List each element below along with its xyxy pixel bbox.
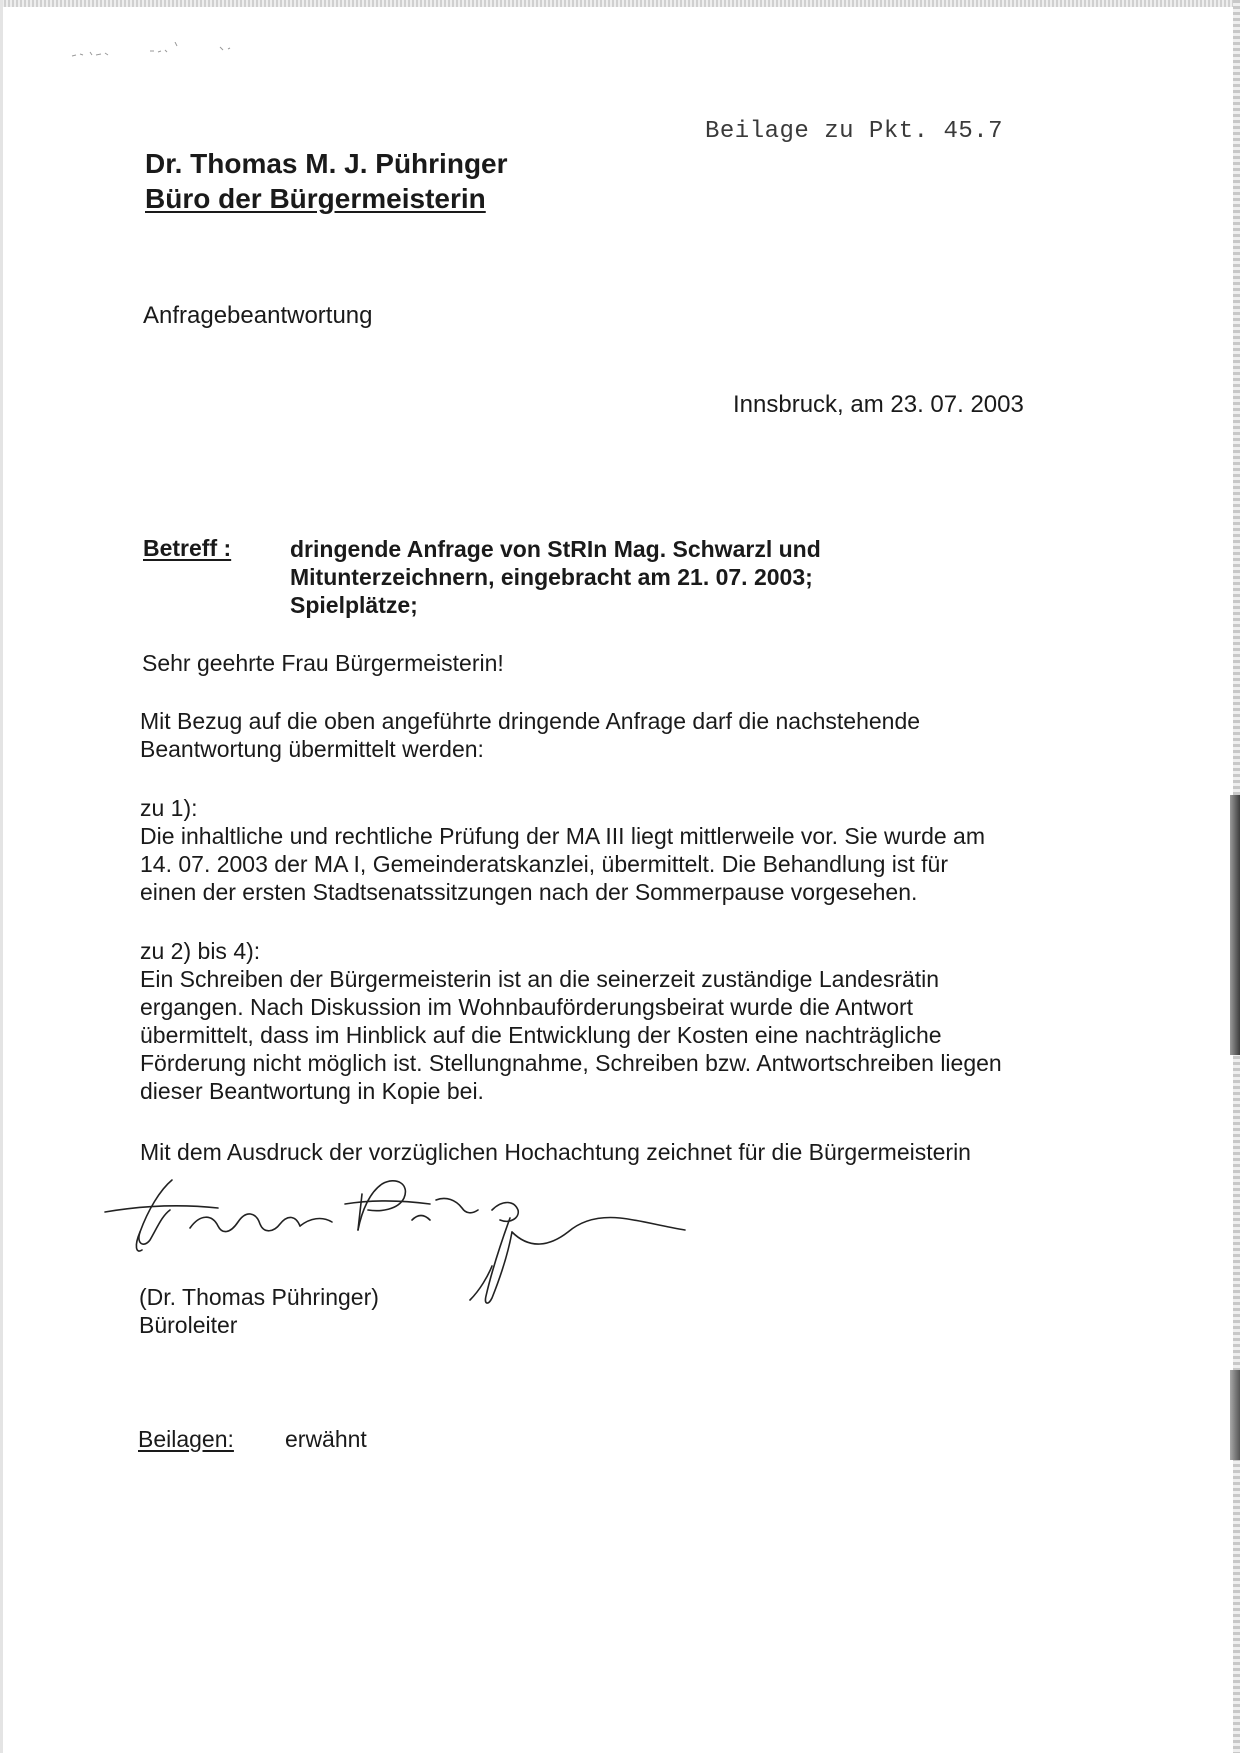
- annex-reference: Beilage zu Pkt. 45.7: [705, 118, 1004, 145]
- attachments-label: Beilagen:: [138, 1426, 234, 1452]
- closing-line: [140, 1138, 1100, 1166]
- subject-label: Betreff :: [143, 535, 232, 561]
- document-type: Anfragebeantwortung: [143, 302, 373, 329]
- paragraph-line: dieser Beantwortung in Kopie bei.: [140, 1078, 484, 1104]
- paragraph-line: einen der ersten Stadtsenatssitzungen nach der Sommerpause vorgesehen.: [140, 879, 918, 905]
- signer-title: Büroleiter: [139, 1312, 238, 1338]
- subject-text: [290, 535, 821, 619]
- paragraph-line: übermittelt, dass im Hinblick auf die Entwicklung der Kosten eine nachträgliche: [140, 1022, 942, 1048]
- scan-shadow-bar: [1230, 795, 1240, 1055]
- paragraph-line: Förderung nicht möglich ist. Stellungnahme, Schreiben bzw. Antwortschreiben liegen: [140, 1050, 1002, 1076]
- subject-line: dringende Anfrage von StRIn Mag. Schwarzl und: [290, 536, 821, 562]
- point-heading: zu 2) bis 4):: [140, 938, 261, 964]
- scan-edge-left: [0, 0, 3, 1753]
- answer-point-1: [140, 794, 1100, 906]
- paragraph-line: Mit Bezug auf die oben angeführte dringende Anfrage darf die nachstehende: [140, 708, 921, 734]
- scan-shadow-bar: [1230, 1370, 1240, 1460]
- sender-name: Dr. Thomas M. J. Pühringer: [145, 148, 508, 179]
- subject-line: Spielplätze;: [290, 592, 418, 618]
- paragraph-line: Mit dem Ausdruck der vorzüglichen Hochachtung zeichnet für die Bürgermeisterin: [140, 1139, 971, 1165]
- paragraph-line: Beantwortung übermittelt werden:: [140, 736, 484, 762]
- signer-name: (Dr. Thomas Pühringer): [139, 1284, 379, 1310]
- scan-edge-top: [0, 0, 1240, 7]
- attachments-value: erwähnt: [285, 1426, 367, 1452]
- paragraph-line: ergangen. Nach Diskussion im Wohnbauförderungsbeirat wurde die Antwort: [140, 994, 914, 1020]
- paragraph-line: Die inhaltliche und rechtliche Prüfung der MA III liegt mittlerweile vor. Sie wurde am: [140, 823, 986, 849]
- sender-office: Büro der Bürgermeisterin: [145, 183, 486, 214]
- salutation: Sehr geehrte Frau Bürgermeisterin!: [142, 650, 504, 676]
- point-heading: zu 1):: [140, 795, 198, 821]
- paragraph-line: 14. 07. 2003 der MA I, Gemeinderatskanzlei, übermittelt. Die Behandlung ist für: [140, 851, 948, 877]
- answer-point-2-4: [140, 937, 1100, 1105]
- subject-line: Mitunterzeichnern, eingebracht am 21. 07. 2003;: [290, 564, 813, 590]
- paragraph-line: Ein Schreiben der Bürgermeisterin ist an die seinerzeit zuständige Landesrätin: [140, 966, 940, 992]
- intro-paragraph: [140, 707, 1100, 763]
- scan-specks: [70, 42, 240, 64]
- place-and-date: Innsbruck, am 23. 07. 2003: [733, 391, 1024, 418]
